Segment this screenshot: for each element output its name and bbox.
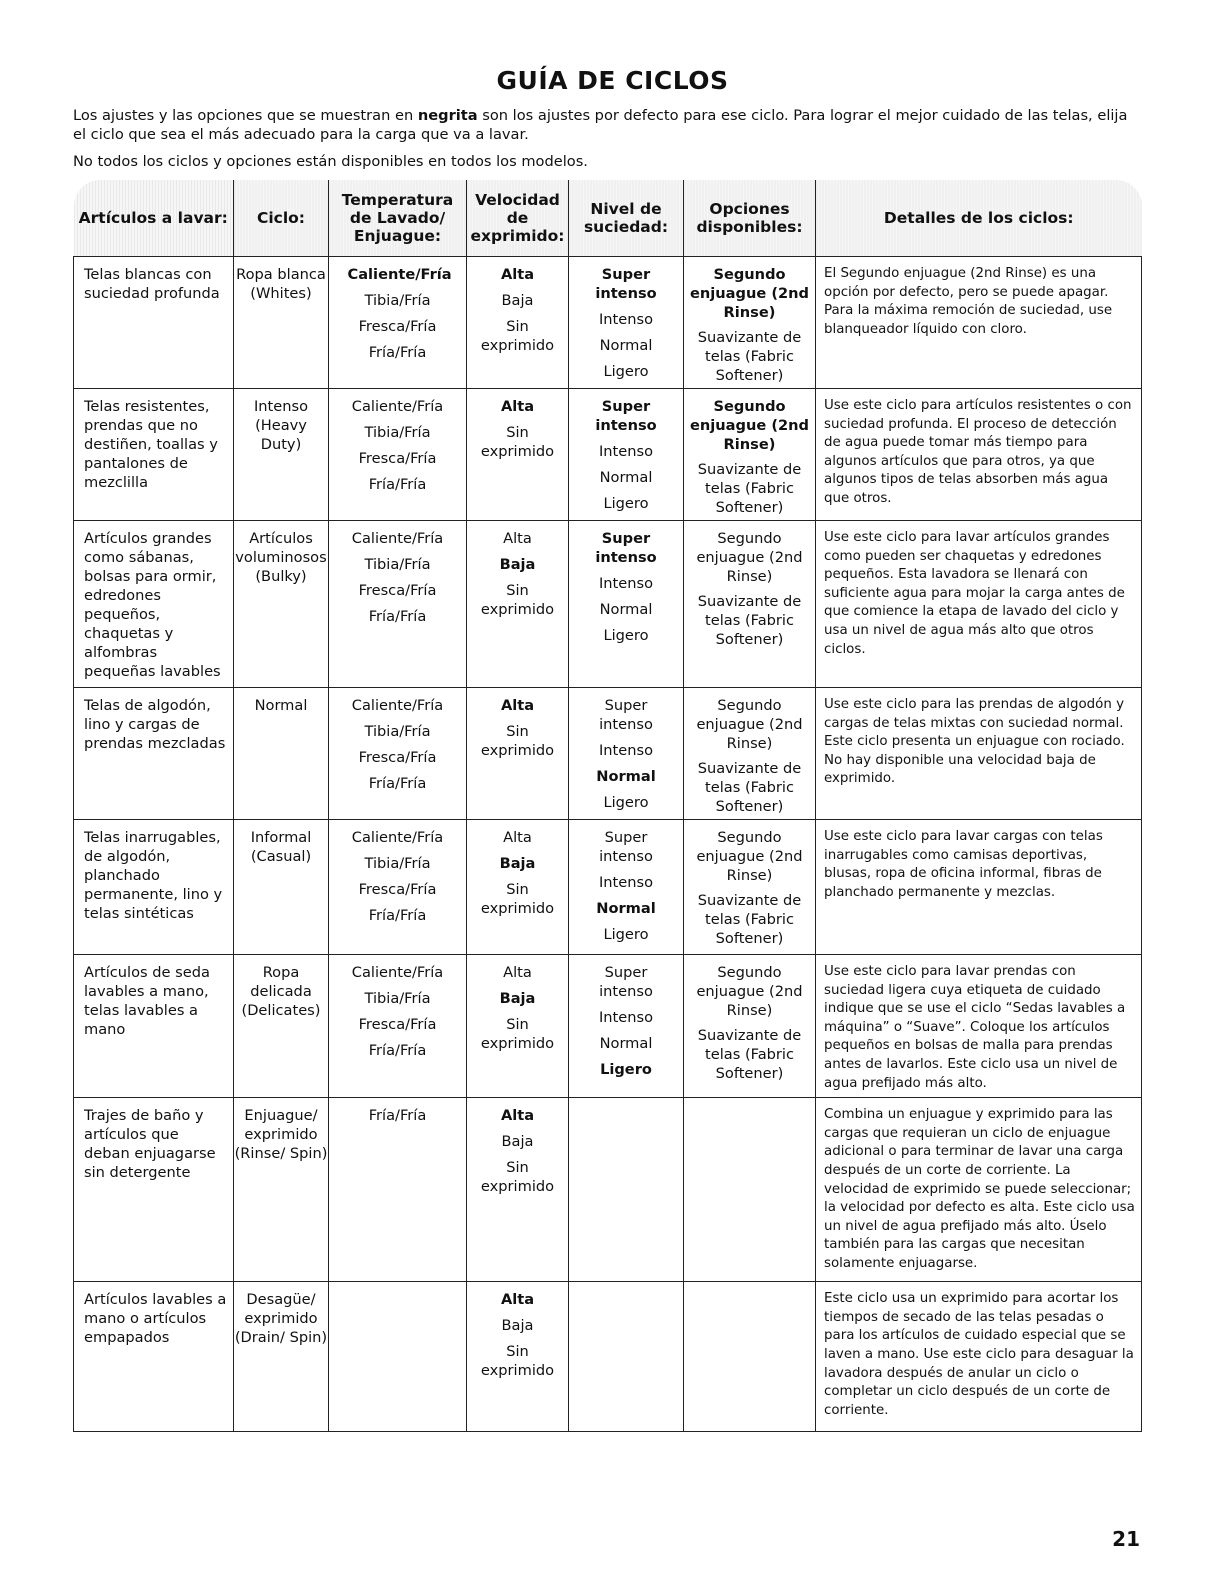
options-cell xyxy=(684,955,816,1098)
speed-cell-item: Alta xyxy=(503,829,532,846)
header-details: Detalles de los ciclos: xyxy=(816,180,1142,257)
soil-cell-list xyxy=(569,955,683,1086)
articles-cell: Artículos lavables a mano o artículos empapados xyxy=(74,1282,234,1432)
speed-cell-item: Sin exprimido xyxy=(480,723,555,759)
speed-cell-item: Alta xyxy=(500,1107,535,1125)
details-cell: Use este ciclo para lavar prendas con suciedad ligera cuya etiqueta de cuidado indique que se use el ciclo “Sedas lavables a máquina” o “Suave”. Coloque los artículos pequeños en bolsas de malla para prendas antes de lavarlos. Este ciclo usa un nivel de agua prefijado más alto. xyxy=(816,955,1142,1098)
temperature-cell xyxy=(329,389,467,521)
articles-cell: Trajes de baño y artículos que deban enjuagarse sin detergente xyxy=(74,1098,234,1282)
soil-cell-item: Normal xyxy=(599,1035,653,1052)
temperature-cell-item: Caliente/Fría xyxy=(347,266,452,283)
speed-cell-item: Baja xyxy=(499,556,536,573)
speed-cell-item: Sin exprimido xyxy=(480,582,555,618)
header-options: Opciones disponibles: xyxy=(684,180,816,257)
cycle-cell: Informal (Casual) xyxy=(234,820,329,955)
soil-cell-item: Super intenso xyxy=(599,964,653,1000)
intro-line1-post: son los ajustes por defecto para ese ciclo. Para lograr el mejor cuidado de las telas, elija el ciclo que sea el más adecuado para la carga que va a lavar. xyxy=(73,107,1128,143)
table-row xyxy=(74,257,1142,389)
speed-cell xyxy=(467,688,569,820)
soil-cell-item: Intenso xyxy=(598,575,654,592)
details-cell: Este ciclo usa un exprimido para acortar los tiempos de secado de las telas pesadas o para los artículos de cuidado especial que se laven a mano. Use este ciclo para desaguar la lavadora después de anular un ciclo o completar un ciclo después de un corte de corriente. xyxy=(816,1282,1142,1432)
intro-paragraph-2: No todos los ciclos y opciones están disponibles en todos los modelos. xyxy=(73,153,588,170)
speed-cell xyxy=(467,257,569,389)
soil-cell-item: Intenso xyxy=(598,874,654,891)
speed-cell xyxy=(467,389,569,521)
speed-cell-item: Alta xyxy=(500,398,535,415)
temperature-cell-list xyxy=(329,688,466,800)
cycle-cell: Enjuague/ exprimido (Rinse/ Spin) xyxy=(234,1098,329,1282)
soil-cell-item: Ligero xyxy=(600,1061,652,1078)
soil-cell-item: Normal xyxy=(599,601,653,618)
speed-cell-list xyxy=(467,389,568,468)
soil-cell-item: Intenso xyxy=(598,742,654,759)
articles-cell: Telas blancas con suciedad profunda xyxy=(74,257,234,389)
temperature-cell xyxy=(329,820,467,955)
soil-cell-item: Super intenso xyxy=(595,398,657,434)
options-cell xyxy=(684,688,816,820)
speed-cell-list xyxy=(467,955,568,1060)
temperature-cell-item: Fresca/Fría xyxy=(358,1016,437,1033)
soil-cell xyxy=(569,521,684,688)
soil-cell xyxy=(569,688,684,820)
soil-cell-item: Ligero xyxy=(603,363,649,380)
temperature-cell-list xyxy=(329,521,466,633)
option-second-rinse: Segundo enjuague (2nd Rinse) xyxy=(696,697,803,752)
options-cell xyxy=(684,1282,816,1432)
speed-cell-item: Baja xyxy=(501,1317,534,1335)
soil-cell-item: Super intenso xyxy=(599,697,653,733)
soil-cell-item: Ligero xyxy=(603,627,649,644)
cycle-cell: Normal xyxy=(234,688,329,820)
speed-cell-list xyxy=(467,521,568,626)
cycle-cell: Intenso (Heavy Duty) xyxy=(234,389,329,521)
speed-cell-item: Alta xyxy=(503,964,532,981)
articles-cell: Artículos grandes como sábanas, bolsas para ormir, edredones pequeños, chaquetas y alfombras pequeñas lavables xyxy=(74,521,234,688)
option-fabric-softener: Suavizante de telas (Fabric Softener) xyxy=(697,892,802,947)
cycle-cell: Desagüe/ exprimido (Drain/ Spin) xyxy=(234,1282,329,1432)
table-header-row xyxy=(74,180,1142,257)
table-body xyxy=(74,257,1142,1432)
speed-cell-item: Sin exprimido xyxy=(480,1343,555,1380)
articles-cell: Telas inarrugables, de algodón, planchado permanente, lino y telas sintéticas xyxy=(74,820,234,955)
option-fabric-softener: Suavizante de telas (Fabric Softener) xyxy=(697,329,802,384)
soil-cell xyxy=(569,820,684,955)
table-row xyxy=(74,1098,1142,1282)
speed-cell-item: Baja xyxy=(501,292,534,309)
temperature-cell-item: Tibia/Fría xyxy=(364,855,431,872)
temperature-cell-item: Caliente/Fría xyxy=(351,829,444,846)
temperature-cell-item: Tibia/Fría xyxy=(364,424,431,441)
soil-cell-item: Intenso xyxy=(598,311,654,328)
speed-cell xyxy=(467,820,569,955)
soil-cell-item: Ligero xyxy=(603,926,649,943)
speed-cell-item: Sin exprimido xyxy=(480,1159,555,1196)
temperature-cell-list xyxy=(329,389,466,501)
option-second-rinse: Segundo enjuague (2nd Rinse) xyxy=(696,829,803,884)
temperature-cell-item: Caliente/Fría xyxy=(351,530,444,547)
temperature-cell-item: Fría/Fría xyxy=(368,907,427,924)
header-temperature: Temperatura de Lavado/ Enjuague: xyxy=(329,180,467,257)
options-cell xyxy=(684,521,816,688)
temperature-cell-item: Fría/Fría xyxy=(368,344,427,361)
speed-cell-list xyxy=(467,820,568,925)
speed-cell-list xyxy=(467,688,568,767)
speed-cell-item: Alta xyxy=(503,530,532,547)
temperature-cell-item: Fresca/Fría xyxy=(358,749,437,766)
table-row xyxy=(74,820,1142,955)
soil-cell-list xyxy=(569,521,683,652)
articles-cell: Artículos de seda lavables a mano, telas lavables a mano xyxy=(74,955,234,1098)
soil-cell xyxy=(569,257,684,389)
temperature-cell-item: Fresca/Fría xyxy=(358,881,437,898)
intro-line1-pre: Los ajustes y las opciones que se muestran en xyxy=(73,107,418,124)
options-cell xyxy=(684,257,816,389)
cycle-guide-table xyxy=(73,180,1142,1432)
speed-cell-item: Baja xyxy=(499,990,536,1007)
articles-cell: Telas resistentes, prendas que no destiñen, toallas y pantalones de mezclilla xyxy=(74,389,234,521)
table-row xyxy=(74,1282,1142,1432)
speed-cell-item: Baja xyxy=(501,1133,534,1151)
temperature-cell-list xyxy=(329,257,466,369)
speed-cell-item: Alta xyxy=(500,697,535,714)
intro-paragraph-1 xyxy=(73,106,1143,144)
soil-cell-item: Super intenso xyxy=(595,266,657,302)
header-cycle: Ciclo: xyxy=(234,180,329,257)
temperature-cell-item: Fresca/Fría xyxy=(358,318,437,335)
soil-cell-item: Normal xyxy=(599,469,653,486)
soil-cell xyxy=(569,1098,684,1282)
soil-cell-item: Super intenso xyxy=(595,530,657,566)
temperature-cell-item: Fría/Fría xyxy=(368,608,427,625)
soil-cell-item: Normal xyxy=(596,900,656,917)
temperature-cell-item: Fría/Fría xyxy=(368,775,427,792)
page-title: GUÍA DE CICLOS xyxy=(496,66,729,95)
options-cell xyxy=(684,1098,816,1282)
temperature-cell xyxy=(329,521,467,688)
temperature-cell-item: Caliente/Fría xyxy=(351,398,444,415)
option-second-rinse: Segundo enjuague (2nd Rinse) xyxy=(689,266,809,321)
temperature-cell-item: Tibia/Fría xyxy=(364,556,431,573)
option-second-rinse: Segundo enjuague (2nd Rinse) xyxy=(689,398,809,453)
cycle-cell: Ropa delicada (Delicates) xyxy=(234,955,329,1098)
soil-cell xyxy=(569,955,684,1098)
option-fabric-softener: Suavizante de telas (Fabric Softener) xyxy=(697,461,802,516)
speed-cell-item: Alta xyxy=(500,266,535,283)
header-soil: Nivel de suciedad: xyxy=(569,180,684,257)
soil-cell-list xyxy=(569,1098,683,1106)
speed-cell-item: Sin exprimido xyxy=(480,1016,555,1052)
temperature-cell-list xyxy=(329,820,466,932)
temperature-cell-item: Fresca/Fría xyxy=(358,582,437,599)
temperature-cell-item: Caliente/Fría xyxy=(351,964,444,981)
temperature-cell-item: Fría/Fría xyxy=(368,1107,427,1125)
details-cell: Combina un enjuague y exprimido para las cargas que requieran un ciclo de enjuague adicional o para terminar de lavar una carga después de un corte de corriente. La velocidad de exprimido se puede seleccionar; la velocidad por defecto es alta. Este ciclo usa un nivel de agua prefijado más alto. Úselo también para las cargas que necesitan solamente enjuagarse. xyxy=(816,1098,1142,1282)
table-row xyxy=(74,688,1142,820)
speed-cell-item: Sin exprimido xyxy=(480,881,555,917)
soil-cell-item: Normal xyxy=(599,337,653,354)
speed-cell xyxy=(467,1098,569,1282)
details-cell: El Segundo enjuague (2nd Rinse) es una opción por defecto, pero se puede apagar. Para la máxima remoción de suciedad, use blanqueador líquido con cloro. xyxy=(816,257,1142,389)
intro-line1-bold: negrita xyxy=(417,107,478,124)
temperature-cell xyxy=(329,688,467,820)
option-fabric-softener: Suavizante de telas (Fabric Softener) xyxy=(697,760,802,815)
options-cell xyxy=(684,389,816,521)
articles-cell: Telas de algodón, lino y cargas de prendas mezcladas xyxy=(74,688,234,820)
speed-cell xyxy=(467,521,569,688)
temperature-cell-list xyxy=(329,955,466,1067)
temperature-cell-item: Caliente/Fría xyxy=(351,697,444,714)
option-fabric-softener: Suavizante de telas (Fabric Softener) xyxy=(697,593,802,648)
cycle-cell: Ropa blanca (Whites) xyxy=(234,257,329,389)
soil-cell-list xyxy=(569,688,683,819)
speed-cell-item: Sin exprimido xyxy=(480,318,555,354)
soil-cell-item: Normal xyxy=(596,768,656,785)
option-second-rinse: Segundo enjuague (2nd Rinse) xyxy=(696,530,803,585)
speed-cell-item: Baja xyxy=(499,855,536,872)
soil-cell-item: Intenso xyxy=(598,1009,654,1026)
table-row xyxy=(74,955,1142,1098)
soil-cell-item: Super intenso xyxy=(599,829,653,865)
page-number: 21 xyxy=(1112,1527,1140,1551)
speed-cell-item: Alta xyxy=(500,1291,535,1309)
details-cell: Use este ciclo para lavar artículos grandes como pueden ser chaquetas y edredones pequeños. Esta lavadora se llenará con suficiente agua para mojar la carga antes de que comience la etapa de lavado del ciclo y usa un nivel de agua más alto que otros ciclos. xyxy=(816,521,1142,688)
details-cell: Use este ciclo para lavar cargas con telas inarrugables como camisas deportivas, blusas, ropa de oficina informal, fibras de planchado permanente y mezclas. xyxy=(816,820,1142,955)
intro-text xyxy=(73,106,1143,179)
option-second-rinse: Segundo enjuague (2nd Rinse) xyxy=(696,964,803,1019)
speed-cell-list xyxy=(467,1282,568,1387)
soil-cell xyxy=(569,389,684,521)
soil-cell-list xyxy=(569,389,683,520)
soil-cell-list xyxy=(569,820,683,951)
soil-cell-item: Ligero xyxy=(603,495,649,512)
soil-cell-item: Ligero xyxy=(603,794,649,811)
temperature-cell-item: Fresca/Fría xyxy=(358,450,437,467)
speed-cell xyxy=(467,1282,569,1432)
temperature-cell xyxy=(329,257,467,389)
header-articles: Artículos a lavar: xyxy=(74,180,234,257)
option-fabric-softener: Suavizante de telas (Fabric Softener) xyxy=(697,1027,802,1082)
temperature-cell-item: Fría/Fría xyxy=(368,476,427,493)
header-speed: Velocidad de exprimido: xyxy=(467,180,569,257)
table-row xyxy=(74,389,1142,521)
speed-cell-item: Sin exprimido xyxy=(480,424,555,460)
temperature-cell xyxy=(329,955,467,1098)
temperature-cell-list xyxy=(329,1098,466,1132)
temperature-cell-list xyxy=(329,1282,466,1290)
details-cell: Use este ciclo para las prendas de algodón y cargas de telas mixtas con suciedad normal. Este ciclo presenta un enjuague con rociado. No hay disponible una velocidad baja de exprimido. xyxy=(816,688,1142,820)
temperature-cell-item: Tibia/Fría xyxy=(364,292,431,309)
details-cell: Use este ciclo para artículos resistentes o con suciedad profunda. El proceso de detección de agua puede tomar más tiempo para algunos artículos que para otros, ya que algunos tipos de telas absorben más agua que otros. xyxy=(816,389,1142,521)
temperature-cell-item: Tibia/Fría xyxy=(364,990,431,1007)
cycle-cell: Artículos voluminosos (Bulky) xyxy=(234,521,329,688)
soil-cell xyxy=(569,1282,684,1432)
temperature-cell xyxy=(329,1098,467,1282)
speed-cell-list xyxy=(467,1098,568,1203)
options-cell xyxy=(684,820,816,955)
soil-cell-item: Intenso xyxy=(598,443,654,460)
speed-cell-list xyxy=(467,257,568,362)
temperature-cell-item: Tibia/Fría xyxy=(364,723,431,740)
soil-cell-list xyxy=(569,257,683,388)
temperature-cell-item: Fría/Fría xyxy=(368,1042,427,1059)
table-row xyxy=(74,521,1142,688)
soil-cell-list xyxy=(569,1282,683,1290)
temperature-cell xyxy=(329,1282,467,1432)
speed-cell xyxy=(467,955,569,1098)
